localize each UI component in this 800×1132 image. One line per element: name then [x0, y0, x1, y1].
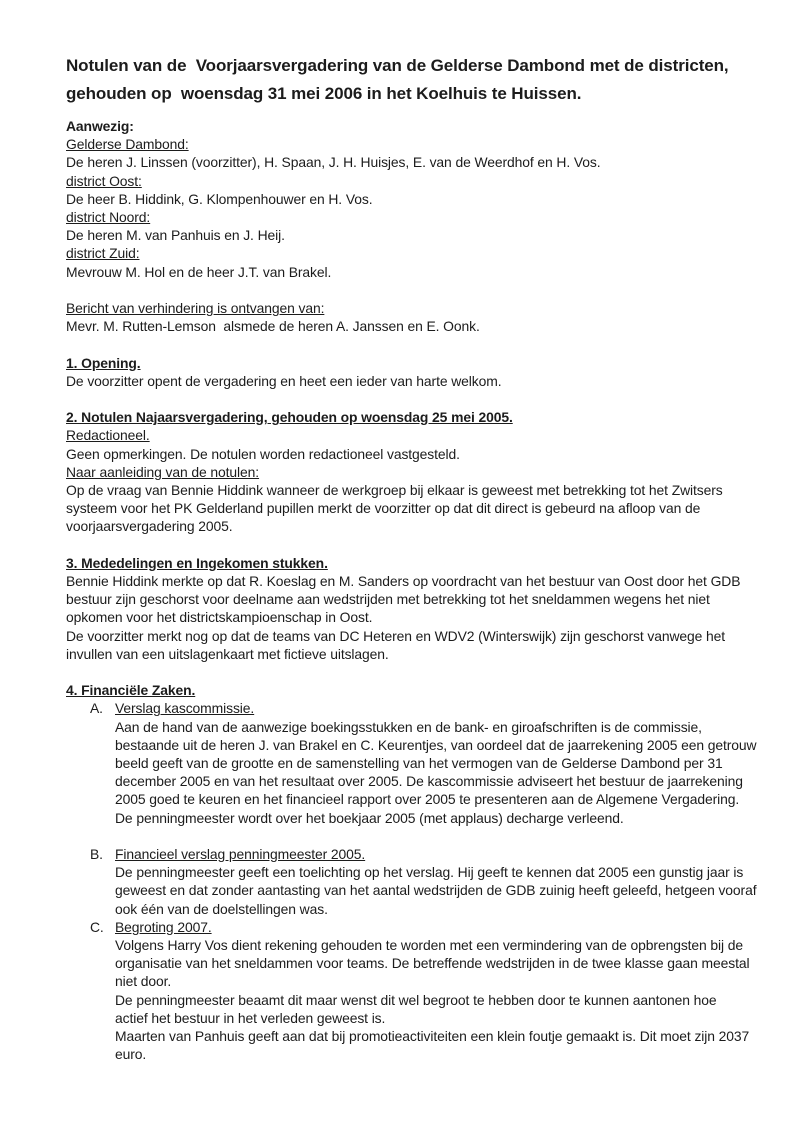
- underlined-label: Gelderse Dambond:: [66, 136, 189, 153]
- indented-text-line: Aan de hand van de aanwezige boekingsstukken en de bank- en giroafschriften is de commissie,: [115, 718, 702, 735]
- indented-text-line: ook één van de doelstellingen was.: [115, 900, 328, 917]
- underlined-label: Redactioneel.: [66, 427, 150, 444]
- list-item: [66, 845, 772, 863]
- indented-text-line: De penningmeester wordt over het boekjaar 2005 (met applaus) decharge verleend.: [115, 809, 624, 826]
- list-item-label: Verslag kascommissie.: [115, 700, 255, 717]
- list-item: [66, 699, 772, 717]
- indented-text-line: 2005 goed te keuren en het financieel rapport over 2005 te presenteren aan de Algemene Vergadering.: [115, 791, 740, 808]
- section-heading: 3. Mededelingen en Ingekomen stukken.: [66, 554, 328, 571]
- list-item: [66, 918, 772, 936]
- underlined-label: district Zuid:: [66, 245, 140, 262]
- list-item-label: Begroting 2007.: [115, 918, 212, 935]
- list-item-label: Financieel verslag penningmeester 2005.: [115, 846, 366, 863]
- blank-line: [66, 390, 772, 408]
- blank-line: [66, 536, 772, 554]
- blank-line: [66, 281, 772, 299]
- text-line: invullen van een uitslagenkaart met fictieve uitslagen.: [66, 645, 389, 662]
- underlined-label: Naar aanleiding van de notulen:: [66, 463, 260, 480]
- indented-text-line: De penningmeester geeft een toelichting op het verslag. Hij geeft te kennen dat 2005 een gunstig jaar is: [115, 864, 744, 881]
- indented-text-line: Volgens Harry Vos dient rekening gehouden te worden met een vermindering van de opbrengsten bij de: [115, 937, 744, 954]
- section-heading: 1. Opening.: [66, 354, 141, 371]
- indented-text-line: organisatie van het sneldammen voor teams. De betreffende wedstrijden in de twee klasse gaan meestal: [115, 955, 750, 972]
- text-line: opkomen voor het districtskampioenschap in Oost.: [66, 609, 373, 626]
- blank-line: [66, 663, 772, 681]
- text-line: De voorzitter merkt nog op dat de teams van DC Heteren en WDV2 (Winterswijk) zijn geschorst vanwege het: [66, 627, 726, 644]
- text-line: Op de vraag van Bennie Hiddink wanneer de werkgroep bij elkaar is geweest met betrekking tot het Zwitsers: [66, 482, 723, 499]
- document-title: [66, 52, 772, 108]
- text-line: De voorzitter opent de vergadering en heet een ieder van harte welkom.: [66, 372, 502, 389]
- text-line: bestuur zijn geschorst voor deelname aan wedstrijden met betrekking tot het sneldammen wegens het niet: [66, 591, 710, 608]
- indented-text-line: niet door.: [115, 973, 172, 990]
- indented-text-line: bestaande uit de heren J. van Brakel en C. Keurentjes, van oordeel dat de jaarrekening 2005 een getrouw: [115, 736, 757, 753]
- section-heading: 2. Notulen Najaarsvergadering, gehouden op woensdag 25 mei 2005.: [66, 409, 513, 426]
- indented-text-line: december 2005 en van het resultaat over 2005. De kascommissie adviseert het bestuur de jaarrekening: [115, 773, 743, 790]
- text-line: systeem voor het PK Gelderland pupillen merkt de voorzitter op dat dit direct is gebeurd na afloop van de: [66, 500, 701, 517]
- blank-line: [66, 335, 772, 353]
- list-item-marker: B.: [90, 846, 103, 863]
- list-item-marker: C.: [90, 918, 104, 935]
- document-title-line: gehouden op woensdag 31 mei 2006 in het Koelhuis te Huissen.: [66, 84, 582, 103]
- indented-text-line: geweest en dat zonder aantasting van het aantal wedstrijden de GDB zuinig heeft geleefd, hetgeen vooraf: [115, 882, 757, 899]
- list-item-marker: A.: [90, 700, 103, 717]
- indented-text-line: euro.: [115, 1046, 147, 1063]
- text-line: Geen opmerkingen. De notulen worden redactioneel vastgesteld.: [66, 445, 460, 462]
- indented-text-line: actief het bestuur in het verleden geweest is.: [115, 1009, 386, 1026]
- indented-text-line: beeld geeft van de grootte en de samenstelling van het vermogen van de Gelderse Dambond per 31: [115, 755, 723, 772]
- section-heading: 4. Financiële Zaken.: [66, 682, 196, 699]
- indented-text-line: Maarten van Panhuis geeft aan dat bij promotieactiviteiten een klein foutje gemaakt is. Dit moet zijn 2037: [115, 1028, 750, 1045]
- underlined-label: Bericht van verhindering is ontvangen van:: [66, 300, 325, 317]
- text-line: Mevr. M. Rutten-Lemson alsmede de heren A. Janssen en E. Oonk.: [66, 318, 480, 335]
- indented-text-line: De penningmeester beaamt dit maar wenst dit wel begroot te hebben door te kunnen aantonen hoe: [115, 991, 717, 1008]
- underlined-label: district Noord:: [66, 209, 151, 226]
- underlined-label: district Oost:: [66, 172, 142, 189]
- document-title-line: Notulen van de Voorjaarsvergadering van de Gelderse Dambond met de districten,: [66, 56, 729, 75]
- text-line: voorjaarsvergadering 2005.: [66, 518, 233, 535]
- text-line: De heren M. van Panhuis en J. Heij.: [66, 227, 285, 244]
- document-body: [66, 117, 772, 1063]
- text-line: De heren J. Linssen (voorzitter), H. Spaan, J. H. Huisjes, E. van de Weerdhof en H. Vos.: [66, 154, 601, 171]
- blank-line: [66, 827, 772, 845]
- subheading: Aanwezig:: [66, 118, 134, 134]
- text-line: Mevrouw M. Hol en de heer J.T. van Brakel.: [66, 263, 332, 280]
- text-line: Bennie Hiddink merkte op dat R. Koeslag en M. Sanders op voordracht van het bestuur van Oost door het GDB: [66, 573, 741, 590]
- document-content: [66, 52, 772, 1063]
- text-line: De heer B. Hiddink, G. Klompenhouwer en H. Vos.: [66, 190, 373, 207]
